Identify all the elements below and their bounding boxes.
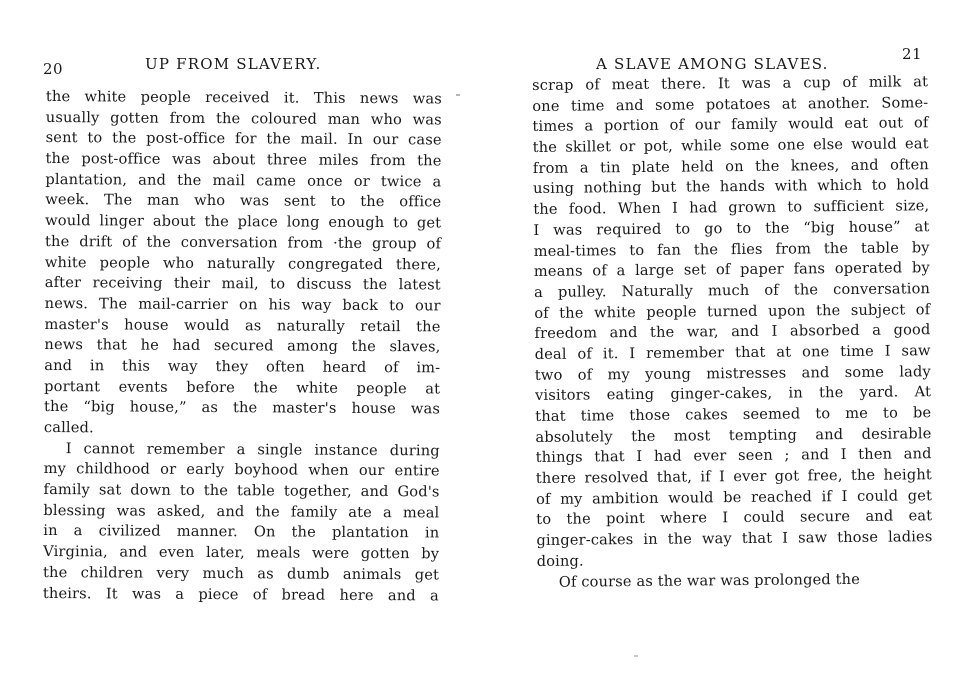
text-line: from a tin plate held on the knees, and often <box>532 155 929 177</box>
text-line: to the point where I could secure and eat <box>536 507 933 529</box>
body-text <box>43 87 442 607</box>
text-line: in a civilized manner. On the plantation in <box>43 522 440 542</box>
scan-speck <box>634 655 638 657</box>
right-page <box>490 0 980 693</box>
text-line: blessing was asked, and the family ate a meal <box>43 501 440 522</box>
text-line: theirs. It was a piece of bread here and a <box>42 584 439 604</box>
text-line: the food. When I had grown to sufficient size, <box>533 197 930 219</box>
scan-speck <box>456 94 460 96</box>
page-number: 20 <box>43 60 64 78</box>
text-line: I was required to go to the “big house” at <box>533 218 930 239</box>
text-line: news that he had secured among the slaves, <box>44 336 441 356</box>
text-line: freedom and the war, and I absorbed a good <box>534 321 931 343</box>
text-line: means of a large set of paper fans operated by <box>533 259 930 281</box>
text-line: news. The mail-carrier on his way back to our <box>44 294 441 315</box>
running-head: UP FROM SLAVERY. <box>145 55 322 73</box>
text-line: there resolved that, if I ever got free, the height <box>535 466 932 488</box>
text-line: my childhood or early boyhood when our entire <box>43 460 440 480</box>
text-line: portant events before the white people at <box>44 377 441 398</box>
text-line: scrap of meat there. It was a cup of milk at <box>532 73 929 94</box>
text-line: the post-office was about three miles from the <box>45 150 442 170</box>
text-line: the drift of the conversation from ·the group of <box>45 232 442 253</box>
text-line: white people who naturally congregated there, <box>44 253 441 273</box>
page-number: 21 <box>902 45 923 63</box>
text-line: the “big house,” as the master's house was <box>43 398 441 418</box>
body-text <box>532 72 933 593</box>
text-line: ginger-cakes in the way that I saw those ladies <box>536 528 933 550</box>
text-line: absolutely the most tempting and desirable <box>535 424 932 446</box>
text-line: week. The man who was sent to the office <box>45 191 442 211</box>
text-line: Virginia, and even later, meals were gotten by <box>43 543 440 563</box>
text-line: of my ambition would be reached if I could get <box>535 486 933 508</box>
text-line: one time and some potatoes at another. Some- <box>532 93 929 115</box>
text-line: times a portion of our family would eat out of <box>532 114 929 136</box>
paragraph-start-line: I cannot remember a single instance during <box>65 439 440 460</box>
paragraph-end-line: called. <box>43 418 94 437</box>
text-line: that time those cakes seemed to me to be <box>535 404 932 425</box>
text-line: two of my young mistresses and some lady <box>534 362 931 384</box>
text-line: the white people received it. This news was <box>45 87 442 108</box>
text-line: family sat down to the table together, and God's <box>43 481 440 501</box>
text-line: things that I had ever seen ; and I then and <box>535 445 932 467</box>
text-line: visitors eating ginger-cakes, in the yard. At <box>534 383 932 405</box>
text-line: master's house would as naturally retail the <box>44 315 441 335</box>
text-line: after receiving their mail, to discuss the latest <box>44 274 441 294</box>
text-line: would linger about the place long enough to get <box>45 212 442 232</box>
text-line: deal of it. I remember that at one time I saw <box>534 342 931 363</box>
text-line: meal-times to fan the flies from the table by <box>533 238 930 260</box>
running-head: A SLAVE AMONG SLAVES. <box>596 55 829 73</box>
text-line: using nothing but the hands with which to hold <box>533 176 930 198</box>
text-line: of the white people turned upon the subject of <box>534 300 931 322</box>
text-line: usually gotten from the coloured man who was <box>45 108 442 129</box>
text-line: sent to the post-office for the mail. In our case <box>45 129 442 149</box>
paragraph-end-line: doing. <box>536 552 584 570</box>
text-line: a pulley. Naturally much of the conversation <box>533 280 931 301</box>
text-line: the skillet or pot, while some one else would eat <box>532 135 929 157</box>
text-line: the children very much as dumb animals get <box>42 563 440 584</box>
text-line: plantation, and the mail came once or twice a <box>45 170 442 191</box>
paragraph-start-line: Of course as the war was prolonged the <box>558 570 861 591</box>
text-line: and in this way they often heard of im- <box>44 356 441 377</box>
